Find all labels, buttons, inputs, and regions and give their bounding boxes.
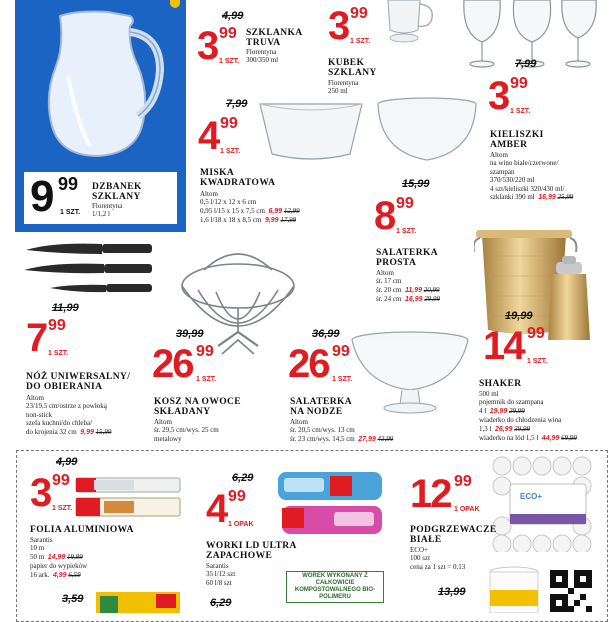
desc-text: 1,6 l/18 x 18 x 8,5 cm — [200, 216, 262, 225]
desc-line: pojemnik do szampana — [479, 398, 544, 407]
kubek-desc — [328, 79, 358, 96]
shaker-price — [483, 324, 548, 368]
noz-price — [26, 316, 69, 360]
desc-line: Florentyna — [246, 48, 277, 56]
podgrzewacze-title — [410, 525, 497, 545]
szklanka-old-price: 4,99 — [222, 10, 244, 22]
eco-brand-label: ECO+ — [520, 492, 543, 501]
desc-line: Sarantis — [30, 536, 53, 544]
folia-title: FOLIA ALUMINIOWA — [30, 525, 134, 535]
miska-title — [200, 168, 275, 188]
desc-line: Altom — [200, 190, 218, 198]
desc-line — [200, 207, 300, 216]
desc-line: śr. 17 cm — [376, 277, 402, 286]
variant-old-price: 43,99 — [377, 434, 394, 443]
worki-title — [206, 541, 297, 561]
desc-line: non-stick — [26, 410, 53, 419]
price-whole: 9 — [30, 172, 53, 221]
desc-line: szefa kuchni/do chleba/ — [26, 419, 93, 428]
folia-price — [30, 471, 73, 515]
shaker-desc — [479, 390, 577, 443]
desc-line: Altom — [376, 269, 394, 277]
title-line-2: TRUVA — [246, 38, 281, 48]
title-line-1: WORKI LD ULTRA — [206, 541, 297, 551]
variant-old-price: 25,99 — [557, 193, 574, 202]
desc-line: 1/1,2 l — [92, 210, 110, 219]
title-line-2: NA NODZE — [290, 407, 343, 417]
desc-line: papier do wypieków — [30, 562, 88, 571]
knives-image — [22, 240, 154, 298]
price-cents: 99 — [228, 488, 246, 505]
title-line-1: KUBEK — [328, 58, 365, 68]
price-whole: 4 — [198, 114, 219, 158]
bottom-mid-old-price: 6,29 — [210, 597, 232, 609]
variant-price: 9,99 — [264, 217, 279, 225]
desc-line — [479, 407, 577, 416]
price-cents: 99 — [454, 473, 472, 490]
salaterka-nodze-title — [290, 397, 352, 417]
price-cents: 99 — [332, 343, 350, 360]
title-line-1: MISKA — [200, 168, 235, 178]
title-line-1: NÓŻ UNIWERSALNY/ — [26, 372, 131, 382]
price-whole: 26 — [288, 342, 329, 386]
variant-old-price: 20,99 — [423, 285, 440, 294]
kubek-title — [328, 58, 377, 78]
szklanka-desc — [246, 48, 278, 65]
fruit-basket-image — [178, 236, 298, 360]
qr-code-image — [550, 570, 592, 612]
variant-old-price: 39,99 — [514, 424, 530, 433]
bottom-right-old-price: 13,99 — [438, 586, 466, 598]
title-line-1: KOSZ NA OWOCE — [154, 397, 242, 407]
salaterka-prosta-desc — [376, 269, 440, 305]
noz-title — [26, 372, 130, 392]
desc-line: szampan — [490, 167, 515, 176]
title-line-2: DO OBIERANIA — [26, 382, 103, 392]
kosz-title — [154, 397, 241, 417]
podgrzewacze-price — [410, 472, 480, 516]
variant-price: 4,99 — [52, 571, 67, 579]
desc-line: 35 l/12 szt — [206, 570, 236, 579]
price-unit: 1 SZT. — [350, 38, 371, 45]
desc-line: śr. 20,5 cm/wys. 13 cm — [290, 426, 355, 435]
title-line-2: PROSTA — [376, 258, 417, 268]
desc-text: wiaderko na lód 1,5 l — [479, 434, 539, 443]
price-unit: 1 SZT. — [52, 505, 73, 512]
price-cents: 99 — [52, 472, 70, 489]
price-cents: 99 — [510, 75, 528, 92]
desc-line: Altom — [490, 151, 508, 159]
price-unit: 1 OPAK — [454, 506, 480, 513]
footed-salad-bowl-image — [348, 330, 472, 416]
price-cents: 99 — [196, 343, 214, 360]
glass-mug-image — [380, 0, 436, 46]
price-cents: 99 — [219, 25, 237, 42]
title-line-2: SKŁADANY — [154, 407, 211, 417]
folia-desc — [30, 536, 87, 580]
folia-old-price: 4,99 — [56, 456, 78, 468]
price-unit: 1 SZT. — [60, 209, 81, 216]
podgrzewacze-desc — [410, 546, 465, 571]
price-whole: 3 — [30, 471, 51, 515]
price-whole: 7 — [26, 316, 47, 360]
title-line-1: SALATERKA — [290, 397, 353, 407]
title-line-2: AMBER — [490, 140, 528, 150]
glass-jug-image — [38, 6, 166, 162]
szklanka-title — [246, 28, 303, 48]
desc-text: do krojenia 32 cm — [26, 427, 77, 436]
desc-line: 250 ml — [328, 87, 348, 96]
title-line-2: SZKLANY — [328, 68, 377, 78]
square-bowl-image — [258, 98, 364, 164]
desc-line — [30, 553, 87, 562]
tealight-candles-image — [490, 456, 606, 552]
desc-line: Altom — [26, 394, 44, 402]
variant-old-price: 6,59 — [68, 570, 81, 579]
desc-line — [479, 425, 577, 434]
kubek-price — [328, 4, 371, 48]
price-unit: 1 SZT. — [510, 108, 531, 115]
desc-line — [30, 571, 87, 580]
jug-desc — [92, 202, 122, 219]
variant-old-price: 69,99 — [561, 434, 577, 443]
desc-line: metalowy — [154, 434, 182, 443]
title-line-1: SALATERKA — [376, 248, 439, 258]
variant-old-price: 19,99 — [66, 552, 83, 561]
salaterka-prosta-title — [376, 248, 438, 268]
jug-price — [30, 172, 81, 221]
noz-old-price: 11,99 — [52, 302, 79, 314]
price-whole: 12 — [410, 472, 451, 516]
title-line-1: PODGRZEWACZE — [410, 525, 497, 535]
variant-old-price: 29,99 — [508, 406, 525, 415]
desc-line: 100 szt — [410, 554, 431, 563]
kieliszki-title — [490, 130, 544, 150]
price-unit: 1 SZT. — [396, 228, 417, 235]
price-unit: 1 SZT. — [48, 350, 69, 357]
shaker-old-price: 19,99 — [505, 310, 533, 322]
variant-price: 26,99 — [494, 425, 513, 433]
desc-line — [479, 434, 577, 443]
variant-price: 11,99 — [404, 286, 422, 294]
desc-line: na wino białe/czerwone/ — [490, 159, 559, 168]
price-unit: 1 SZT. — [196, 376, 217, 383]
worki-old-price: 6,29 — [232, 472, 254, 484]
desc-line: 10 m — [30, 544, 45, 553]
bottom-left-old-price: 3,59 — [62, 593, 84, 605]
variant-price: 19,99 — [489, 407, 508, 415]
salaterka-nodze-old-price: 36,99 — [312, 328, 340, 340]
salaterka-prosta-old-price: 15,99 — [402, 178, 430, 190]
desc-line: Sarantis — [206, 562, 229, 570]
title-line-2: KWADRATOWA — [200, 178, 276, 188]
desc-line — [376, 295, 440, 304]
price-unit: 1 SZT. — [220, 148, 241, 155]
title-line-1: SZKLANKA — [246, 28, 303, 38]
price-whole: 14 — [483, 324, 524, 368]
price-unit: 1 SZT. — [219, 58, 240, 65]
price-cents: 99 — [350, 5, 368, 22]
desc-line: 370/530/220 ml — [490, 176, 535, 185]
kosz-desc — [154, 418, 219, 443]
noz-desc — [26, 394, 111, 437]
desc-line: wiaderko do chłodzenia wina — [479, 416, 562, 425]
worki-desc — [206, 562, 235, 587]
variant-price: 14,99 — [47, 553, 66, 561]
desc-text: szklanki 390 ml — [490, 193, 535, 202]
desc-line: 0,5 l/12 x 12 x 6 cm — [200, 198, 257, 207]
desc-line: 60 l/8 szt — [206, 578, 232, 587]
variant-old-price: 12,99 — [283, 206, 300, 215]
miska-price — [198, 114, 241, 158]
price-cents: 99 — [527, 325, 545, 342]
title-line-2: SZKLANY — [92, 192, 141, 202]
title-line-1: DZBANEK — [92, 182, 142, 192]
desc-line — [376, 286, 440, 295]
desc-text: 16 ark. — [30, 570, 50, 579]
shaker-title: SHAKER — [479, 379, 522, 389]
jug-title — [92, 182, 142, 202]
desc-line: śr. 29,5 cm/wys. 25 cm — [154, 426, 219, 435]
desc-line: ECO+ — [410, 546, 428, 554]
variant-price: 6,99 — [268, 207, 283, 215]
title-line-2: BIAŁE — [410, 535, 442, 545]
desc-line — [290, 435, 393, 444]
title-line-1: KIELISZKI — [490, 130, 544, 140]
variant-price: 44,99 — [541, 435, 560, 443]
kieliszki-price — [488, 74, 531, 118]
garbage-bag-rolls-image — [274, 470, 386, 538]
kieliszki-desc — [490, 151, 573, 202]
desc-line: 4 szt/kieliszki 320/430 ml/ — [490, 184, 565, 193]
desc-text: 4 l — [479, 406, 487, 415]
title-line-2: ZAPACHOWE — [206, 551, 273, 561]
price-unit: 1 OPAK — [228, 521, 254, 528]
desc-line: Altom — [290, 418, 308, 426]
desc-text: śr. 24 cm — [376, 295, 402, 304]
desc-line: 500 ml — [479, 390, 499, 398]
kieliszki-old-price: 7,99 — [515, 58, 537, 70]
szklanka-price — [197, 24, 240, 68]
price-cents: 99 — [48, 317, 66, 334]
salaterka-nodze-price — [288, 342, 353, 386]
compostable-badge: WOREK WYKONANY Z CAŁKOWICIE KOMPOSTOWALNEGO BIO-POLIMERU — [286, 571, 384, 603]
price-whole: 3 — [328, 4, 349, 48]
price-whole: 26 — [152, 342, 193, 386]
variant-price: 16,99 — [538, 194, 556, 202]
price-whole: 8 — [374, 194, 395, 238]
desc-text: 0,95 l/15 x 15 x 7,5 cm — [200, 206, 265, 215]
straight-salad-bowl-image — [376, 96, 478, 166]
paper-towel-roll-image — [488, 566, 540, 613]
variant-old-price: 29,99 — [424, 295, 441, 304]
price-whole: 3 — [488, 74, 509, 118]
desc-line: 23/19,5 cm/ostrze z powłoką — [26, 402, 107, 411]
desc-text: 50 m — [30, 552, 45, 561]
salaterka-prosta-price — [374, 194, 417, 238]
kosz-price — [152, 342, 217, 386]
aluminium-foil-rolls-image — [74, 474, 184, 522]
desc-line: Florentyna — [328, 79, 359, 87]
price-unit: 1 SZT. — [332, 376, 353, 383]
price-whole: 4 — [206, 487, 227, 531]
kosz-old-price: 39,99 — [176, 328, 204, 340]
worki-price — [206, 487, 254, 531]
variant-price: 9,99 — [80, 428, 94, 436]
price-cents: 99 — [58, 174, 79, 194]
price-cents: 99 — [396, 195, 414, 212]
price-whole: 3 — [197, 24, 218, 68]
miska-desc — [200, 190, 300, 226]
price-unit: 1 SZT. — [527, 358, 548, 365]
variant-price: 16,99 — [404, 296, 423, 304]
desc-line — [200, 216, 300, 225]
desc-text: śr. 23 cm/wys. 14,5 cm — [290, 434, 355, 443]
salaterka-nodze-desc — [290, 418, 393, 444]
variant-old-price: 15,99 — [95, 427, 112, 436]
desc-line — [490, 193, 573, 202]
desc-line: 300/350 ml — [246, 56, 279, 65]
desc-text: śr. 20 cm — [376, 285, 402, 294]
bottom-left-product-image — [96, 588, 180, 613]
desc-line: Altom — [154, 418, 172, 426]
variant-price: 27,99 — [358, 435, 376, 443]
variant-old-price: 17,99 — [280, 216, 297, 225]
desc-text: 1,3 l — [479, 424, 492, 433]
desc-line: cena za 1 szt = 0,13 — [410, 562, 466, 571]
desc-line: Florentyna — [92, 202, 123, 210]
miska-old-price: 7,99 — [226, 98, 248, 110]
desc-line — [26, 428, 111, 437]
price-cents: 99 — [220, 115, 238, 132]
